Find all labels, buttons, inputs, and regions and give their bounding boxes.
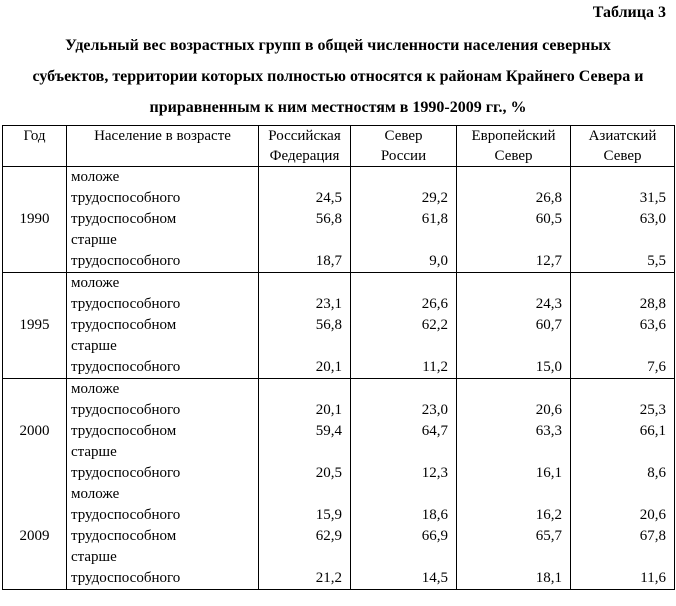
value-cell: 67,8	[639, 528, 666, 544]
title-line: Удельный вес возрастных групп в общей численности населения северных	[65, 37, 611, 54]
value-column-cell	[351, 484, 457, 590]
header-rf: Российская Федерация	[259, 126, 351, 167]
value-cell: 8,6	[647, 465, 666, 481]
value-cell: 28,8	[639, 296, 666, 312]
age-group-label: старше	[71, 444, 117, 460]
age-group-label: трудоспособном	[71, 211, 177, 227]
header-year: Год	[3, 126, 67, 167]
value-cell: 24,5	[315, 190, 342, 206]
value-cell: 31,5	[639, 190, 666, 206]
value-cell: 12,3	[421, 465, 448, 481]
value-column-cell	[457, 273, 571, 379]
value-column-cell	[457, 379, 571, 485]
value-cell: 20,5	[315, 465, 342, 481]
value-cell: 59,4	[315, 423, 342, 439]
table-title	[0, 30, 676, 123]
table-row	[3, 484, 675, 590]
age-group-label: трудоспособном	[71, 423, 177, 439]
age-group-label: трудоспособного	[71, 253, 181, 269]
value-cell: 23,1	[315, 296, 342, 312]
value-cell: 20,6	[639, 507, 666, 523]
header-row	[3, 126, 675, 167]
value-cell: 23,0	[421, 402, 448, 418]
value-column-cell	[457, 167, 571, 273]
value-cell: 60,7	[535, 317, 562, 333]
value-cell: 21,2	[315, 570, 342, 586]
age-group-label: трудоспособного	[71, 190, 181, 206]
value-cell: 14,5	[421, 570, 448, 586]
age-group-label: трудоспособного	[71, 465, 181, 481]
value-cell: 29,2	[421, 190, 448, 206]
value-cell: 63,3	[535, 423, 562, 439]
value-cell: 66,1	[639, 423, 666, 439]
age-group-label: трудоспособного	[71, 570, 181, 586]
header-age: Население в возрасте	[67, 126, 259, 167]
value-column-cell	[259, 167, 351, 273]
value-cell: 26,8	[535, 190, 562, 206]
value-cell: 7,6	[647, 359, 666, 375]
value-cell: 61,8	[421, 211, 448, 227]
value-column-cell	[571, 167, 675, 273]
age-group-cell	[67, 484, 259, 590]
table-body	[3, 167, 675, 590]
value-column-cell	[571, 273, 675, 379]
value-cell: 24,3	[535, 296, 562, 312]
value-column-cell	[571, 379, 675, 485]
value-cell: 15,0	[535, 359, 562, 375]
value-cell: 56,8	[315, 317, 342, 333]
year-cell: 2000	[3, 379, 67, 485]
value-cell: 66,9	[421, 528, 448, 544]
title-line: приравненным к ним местностям в 1990-2009 гг., %	[149, 99, 527, 116]
title-line: субъектов, территории которых полностью относятся к районам Крайнего Севера и	[32, 68, 644, 85]
age-group-label: трудоспособном	[71, 317, 177, 333]
value-cell: 12,7	[535, 253, 562, 269]
value-cell: 60,5	[535, 211, 562, 227]
value-cell: 65,7	[535, 528, 562, 544]
value-cell: 18,7	[315, 253, 342, 269]
age-group-cell	[67, 273, 259, 379]
age-group-label: моложе	[71, 169, 120, 185]
value-cell: 56,8	[315, 211, 342, 227]
value-cell: 63,6	[639, 317, 666, 333]
header-north-russia: Север России	[351, 126, 457, 167]
table-row	[3, 379, 675, 485]
value-cell: 16,2	[535, 507, 562, 523]
age-group-label: трудоспособного	[71, 359, 181, 375]
value-column-cell	[457, 484, 571, 590]
age-group-label: моложе	[71, 486, 120, 502]
value-cell: 63,0	[639, 211, 666, 227]
value-cell: 9,0	[429, 253, 448, 269]
year-cell: 2009	[3, 484, 67, 590]
value-column-cell	[351, 273, 457, 379]
value-cell: 26,6	[421, 296, 448, 312]
value-cell: 18,6	[421, 507, 448, 523]
age-group-label: трудоспособного	[71, 507, 181, 523]
year-cell: 1990	[3, 167, 67, 273]
year-cell: 1995	[3, 273, 67, 379]
value-cell: 20,1	[315, 402, 342, 418]
value-cell: 64,7	[421, 423, 448, 439]
value-cell: 15,9	[315, 507, 342, 523]
value-cell: 11,6	[640, 570, 666, 586]
table-row	[3, 273, 675, 379]
value-column-cell	[351, 379, 457, 485]
header-european-north: Европейский Север	[457, 126, 571, 167]
data-table	[2, 125, 675, 590]
value-cell: 5,5	[647, 253, 666, 269]
age-group-label: моложе	[71, 381, 120, 397]
age-group-label: старше	[71, 232, 117, 248]
value-column-cell	[351, 167, 457, 273]
value-cell: 25,3	[639, 402, 666, 418]
value-cell: 62,9	[315, 528, 342, 544]
value-cell: 18,1	[535, 570, 562, 586]
age-group-label: трудоспособного	[71, 402, 181, 418]
value-cell: 11,2	[422, 359, 448, 375]
value-column-cell	[571, 484, 675, 590]
header-asian-north: Азиатский Север	[571, 126, 675, 167]
value-column-cell	[259, 273, 351, 379]
value-cell: 62,2	[421, 317, 448, 333]
age-group-label: старше	[71, 549, 117, 565]
age-group-label: трудоспособном	[71, 528, 177, 544]
table-number-label: Таблица 3	[592, 4, 666, 21]
age-group-label: моложе	[71, 275, 120, 291]
value-cell: 20,6	[535, 402, 562, 418]
value-column-cell	[259, 484, 351, 590]
value-column-cell	[259, 379, 351, 485]
age-group-label: старше	[71, 338, 117, 354]
value-cell: 20,1	[315, 359, 342, 375]
age-group-label: трудоспособного	[71, 296, 181, 312]
table-row	[3, 167, 675, 273]
age-group-cell	[67, 167, 259, 273]
value-cell: 16,1	[535, 465, 562, 481]
age-group-cell	[67, 379, 259, 485]
